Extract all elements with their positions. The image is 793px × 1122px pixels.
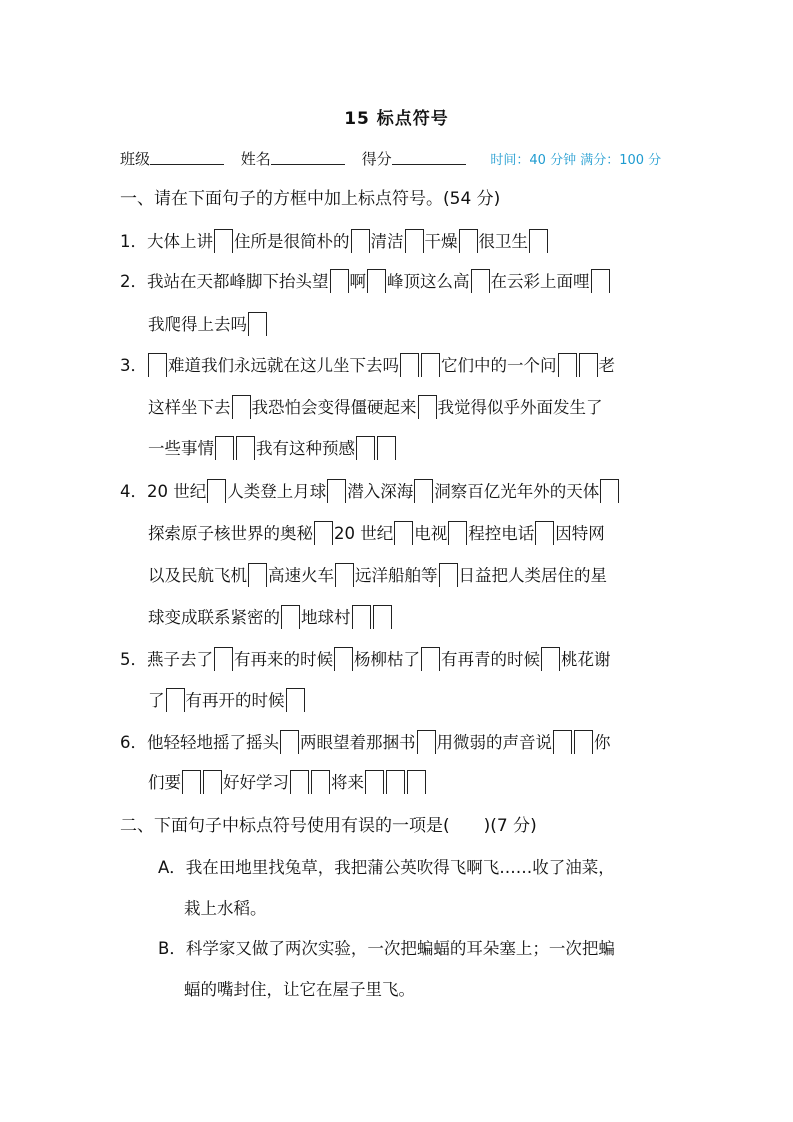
question-line <box>120 229 549 255</box>
question-line <box>148 395 603 421</box>
punctuation-box[interactable] <box>529 229 548 253</box>
question-text: 了 <box>148 691 165 710</box>
question-text: 桃花谢 <box>561 650 611 669</box>
question-text: 两眼望着那捆书 <box>300 733 416 752</box>
punctuation-box[interactable] <box>236 436 255 460</box>
question-text: 在云彩上面哩 <box>490 272 590 291</box>
punctuation-box[interactable] <box>400 353 419 377</box>
punctuation-box[interactable] <box>600 479 619 503</box>
question-line <box>120 353 615 379</box>
section1-heading: 一、请在下面句子的方框中加上标点符号。(54 分) <box>120 189 501 209</box>
punctuation-box[interactable] <box>203 770 222 794</box>
punctuation-box[interactable] <box>290 770 309 794</box>
question-text: 日益把人类居住的星 <box>458 566 607 585</box>
option-a-line2[interactable]: 栽上水稻。 <box>184 899 267 918</box>
question-text: 我觉得似乎外面发生了 <box>437 398 603 417</box>
punctuation-box[interactable] <box>367 269 386 293</box>
question-line <box>148 770 427 796</box>
punctuation-box[interactable] <box>459 229 478 253</box>
punctuation-box[interactable] <box>334 647 353 671</box>
page-title: 15 标点符号 <box>344 109 449 129</box>
punctuation-box[interactable] <box>248 312 267 336</box>
question-text: 杨柳枯了 <box>354 650 420 669</box>
punctuation-box[interactable] <box>365 770 384 794</box>
student-info-row <box>120 148 661 169</box>
punctuation-box[interactable] <box>327 479 346 503</box>
punctuation-box[interactable] <box>214 229 233 253</box>
question-text: 清洁 <box>370 232 404 251</box>
question-text: 有再青的时候 <box>441 650 540 669</box>
question-text: 3． <box>120 356 147 375</box>
time-score-info: 时间：40 分钟 满分：100 分 <box>490 153 662 168</box>
question-text: 们要 <box>148 773 181 792</box>
punctuation-box[interactable] <box>558 353 577 377</box>
name-blank[interactable] <box>271 150 345 165</box>
question-text: 很卫生 <box>478 232 528 251</box>
question-text: 难道我们永远就在这儿坐下去吗 <box>168 356 399 375</box>
question-text: 我爬得上去吗 <box>148 315 247 334</box>
question-text: 20 世纪 <box>334 524 394 543</box>
class-label: 班级 <box>120 150 151 168</box>
punctuation-box[interactable] <box>335 563 354 587</box>
question-text: 你 <box>594 733 611 752</box>
question-line <box>148 605 393 631</box>
class-blank[interactable] <box>150 150 224 165</box>
punctuation-box[interactable] <box>207 479 226 503</box>
question-text: 地球村 <box>301 608 351 627</box>
question-line <box>148 521 605 547</box>
option-b-line1[interactable]: B．科学家又做了两次实验，一次把蝙蝠的耳朵塞上；一次把蝙 <box>158 939 615 958</box>
class-field[interactable] <box>120 148 224 169</box>
punctuation-box[interactable] <box>166 688 185 712</box>
punctuation-box[interactable] <box>574 730 593 754</box>
score-field[interactable] <box>362 148 466 169</box>
question-text: 程控电话 <box>468 524 535 543</box>
option-a-line1[interactable]: A．我在田地里找兔草，我把蒲公英吹得飞啊飞……收了油菜， <box>158 858 615 877</box>
punctuation-box[interactable] <box>330 269 349 293</box>
option-b-line2[interactable]: 蝠的嘴封住，让它在屋子里飞。 <box>184 980 415 999</box>
question-text: 探索原子核世界的奥秘 <box>148 524 313 543</box>
punctuation-box[interactable] <box>373 605 392 629</box>
question-line <box>120 730 611 756</box>
question-text: 我有这种预感 <box>256 439 355 458</box>
punctuation-box[interactable] <box>377 436 396 460</box>
punctuation-box[interactable] <box>405 229 424 253</box>
question-text: 住所是很简朴的 <box>234 232 350 251</box>
punctuation-box[interactable] <box>311 770 330 794</box>
question-line <box>120 269 611 295</box>
punctuation-box[interactable] <box>214 647 233 671</box>
punctuation-box[interactable] <box>418 395 437 419</box>
question-line <box>120 647 611 673</box>
question-text: 以及民航飞机 <box>148 566 247 585</box>
score-label: 得分 <box>361 150 392 168</box>
question-text: 1．大体上讲 <box>120 232 213 251</box>
question-text: 啊 <box>349 272 366 291</box>
punctuation-box[interactable] <box>417 730 436 754</box>
question-text: 好好学习 <box>223 773 289 792</box>
score-blank[interactable] <box>392 150 466 165</box>
punctuation-box[interactable] <box>421 647 440 671</box>
punctuation-box[interactable] <box>541 647 560 671</box>
punctuation-box[interactable] <box>286 688 305 712</box>
punctuation-box[interactable] <box>148 353 167 377</box>
punctuation-box[interactable] <box>407 770 426 794</box>
question-text: 远洋船舶等 <box>355 566 438 585</box>
question-text: 它们中的一个问 <box>441 356 557 375</box>
punctuation-box[interactable] <box>232 395 251 419</box>
name-field[interactable] <box>241 148 345 169</box>
question-text: 峰顶这么高 <box>387 272 470 291</box>
punctuation-box[interactable] <box>356 436 375 460</box>
question-text: 老 <box>598 356 615 375</box>
question-text: 用微弱的声音说 <box>436 733 552 752</box>
punctuation-box[interactable] <box>314 521 333 545</box>
name-label: 姓名 <box>240 150 271 168</box>
punctuation-box[interactable] <box>439 563 458 587</box>
question-text: 4．20 世纪 <box>120 482 207 501</box>
question-text: 电视 <box>414 524 448 543</box>
question-text: 2．我站在天都峰脚下抬头望 <box>120 272 329 291</box>
question-line <box>148 563 607 589</box>
question-text: 6．他轻轻地摇了摇头 <box>120 733 279 752</box>
question-line <box>120 479 620 505</box>
punctuation-box[interactable] <box>351 229 370 253</box>
punctuation-box[interactable] <box>394 521 413 545</box>
section2-heading: 二、下面句子中标点符号使用有误的一项是( )(7 分) <box>120 816 537 836</box>
question-text: 干燥 <box>424 232 458 251</box>
punctuation-box[interactable] <box>248 563 267 587</box>
question-text: 这样坐下去 <box>148 398 231 417</box>
punctuation-box[interactable] <box>281 605 300 629</box>
question-line <box>148 436 397 462</box>
question-text: 将来 <box>331 773 364 792</box>
question-text: 有再来的时候 <box>234 650 333 669</box>
question-line <box>148 688 306 714</box>
question-text: 因特网 <box>555 524 605 543</box>
punctuation-box[interactable] <box>535 521 554 545</box>
question-text: 人类登上月球 <box>227 482 327 501</box>
question-text: 我恐怕会变得僵硬起来 <box>251 398 417 417</box>
punctuation-box[interactable] <box>591 269 610 293</box>
question-text: 球变成联系紧密的 <box>148 608 280 627</box>
punctuation-box[interactable] <box>421 353 440 377</box>
punctuation-box[interactable] <box>386 770 405 794</box>
punctuation-box[interactable] <box>280 730 299 754</box>
punctuation-box[interactable] <box>182 770 201 794</box>
question-text: 有再开的时候 <box>185 691 285 710</box>
punctuation-box[interactable] <box>414 479 433 503</box>
punctuation-box[interactable] <box>352 605 371 629</box>
question-text: 洞察百亿光年外的天体 <box>434 482 600 501</box>
question-text: 高速火车 <box>268 566 334 585</box>
question-text: 一些事情 <box>148 439 214 458</box>
punctuation-box[interactable] <box>471 269 490 293</box>
question-text: 潜入深海 <box>347 482 414 501</box>
punctuation-box[interactable] <box>579 353 598 377</box>
punctuation-box[interactable] <box>553 730 572 754</box>
question-line <box>148 312 268 338</box>
question-text: 5．燕子去了 <box>120 650 213 669</box>
punctuation-box[interactable] <box>448 521 467 545</box>
punctuation-box[interactable] <box>215 436 234 460</box>
